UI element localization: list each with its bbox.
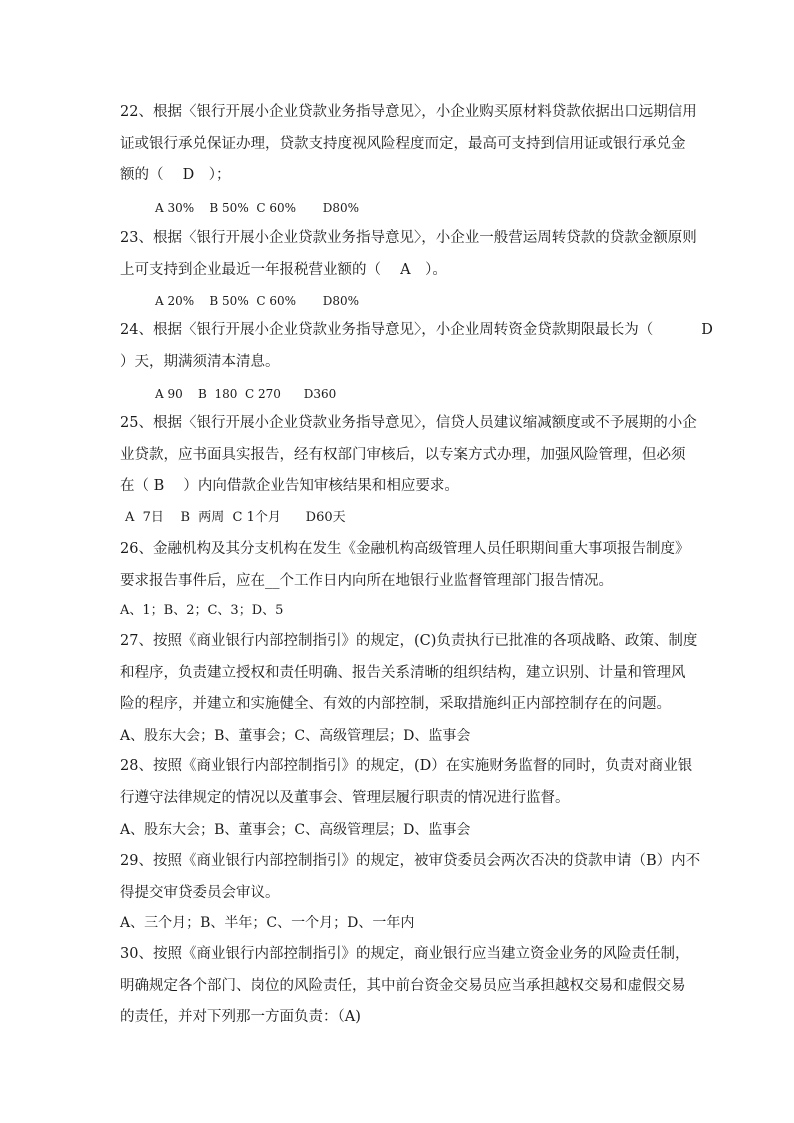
question-23-line-2: 上可支持到企业最近一年报税营业额的（ A ）。: [120, 261, 447, 278]
question-26-line-1: 26、金融机构及其分支机构在发生《金融机构高级管理人员任职期间重大事项报告制度》: [120, 541, 690, 557]
question-26-line-2: 要求报告事件后，应在__个工作日内向所在地银行业监督管理部门报告情况。: [120, 572, 613, 589]
question-28-line-1: 28、按照《商业银行内部控制指引》的规定，(D）在实施财务监督的同时，负责对商业银: [120, 758, 693, 774]
question-25-line-2: 业贷款，应书面具实报告，经有权部门审核后，以专案方式办理，加强风险管理，但必须: [120, 446, 686, 463]
question-26-options: A、1；B、2；C、3；D、5: [120, 603, 284, 618]
question-23: [120, 223, 697, 286]
question-22-line-1: 22、根据〈银行开展小企业贷款业务指导意见〉，小企业购买原材料贷款依据出口远期信用: [120, 104, 697, 120]
question-28-line-2: 行遵守法律规定的情况以及董事会、管理层履行职责的情况进行监督。: [120, 789, 570, 806]
question-28-options: A、股东大会；B、董事会；C、高级管理层；D、监事会: [120, 822, 471, 838]
question-24: [120, 315, 713, 378]
question-29-options: A、三个月；B、半年；C、一个月；D、一年内: [120, 915, 415, 931]
question-28: [120, 751, 693, 814]
question-29-line-1: 29、按照《商业银行内部控制指引》的规定，被审贷委员会两次否决的贷款申请（B）内不: [120, 853, 701, 869]
question-29: [120, 846, 701, 909]
question-27-line-3: 险的程序，并建立和实施健全、有效的内部控制，采取措施纠正内部控制存在的问题。: [120, 696, 671, 712]
question-22-options: A 30% B 50% C 60% D80%: [155, 201, 360, 215]
question-24-line-2: ）天，期满须清本清息。: [120, 353, 280, 370]
question-23-options: A 20% B 50% C 60% D80%: [155, 294, 360, 308]
question-25-line-1: 25、根据〈银行开展小企业贷款业务指导意见〉，信贷人员建议缩减额度或不予展期的小企: [120, 415, 697, 431]
question-24-options: A 90 B 180 C 270 D360: [155, 387, 337, 401]
question-22-line-3: 额的（ D ）；: [120, 167, 231, 183]
question-23-line-1: 23、根据〈银行开展小企业贷款业务指导意见〉，小企业一般营运周转贷款的贷款金额原则: [120, 230, 697, 246]
question-29-line-2: 得提交审贷委员会审议。: [120, 884, 280, 901]
question-27: [120, 626, 698, 721]
question-30-line-1: 30、按照《商业银行内部控制指引》的规定，商业银行应当建立资金业务的风险责任制，: [120, 946, 690, 962]
question-27-line-2: 和程序，负责建立授权和责任明确、报告关系清晰的组织结构，建立识别、计量和管理风: [120, 664, 686, 681]
question-30-line-2: 明确规定各个部门、岗位的风险责任，其中前台资金交易员应当承担越权交易和虚假交易: [120, 977, 686, 994]
question-24-line-1: 24、根据〈银行开展小企业贷款业务指导意见〉，小企业周转资金贷款期限最长为（ D: [120, 322, 713, 338]
question-25-line-3: 在（ B ）内向借款企业告知审核结果和相应要求。: [120, 478, 459, 494]
question-25: [120, 408, 697, 503]
question-25-options: A 7日 B 两周 C 1个月 D60天: [125, 510, 346, 525]
question-26: [120, 534, 690, 597]
question-30: [120, 939, 690, 1034]
question-27-line-1: 27、按照《商业银行内部控制指引》的规定，(C)负责执行已批准的各项战略、政策、制度: [120, 633, 698, 649]
question-27-options: A、股东大会；B、董事会；C、高级管理层；D、监事会: [120, 728, 471, 744]
question-30-line-3: 的责任，并对下列那一方面负责：（A): [120, 1009, 361, 1025]
question-22: [120, 97, 697, 192]
question-22-line-2: 证或银行承兑保证办理，贷款支持度视风险程度而定，最高可支持到信用证或银行承兑金: [120, 135, 686, 152]
